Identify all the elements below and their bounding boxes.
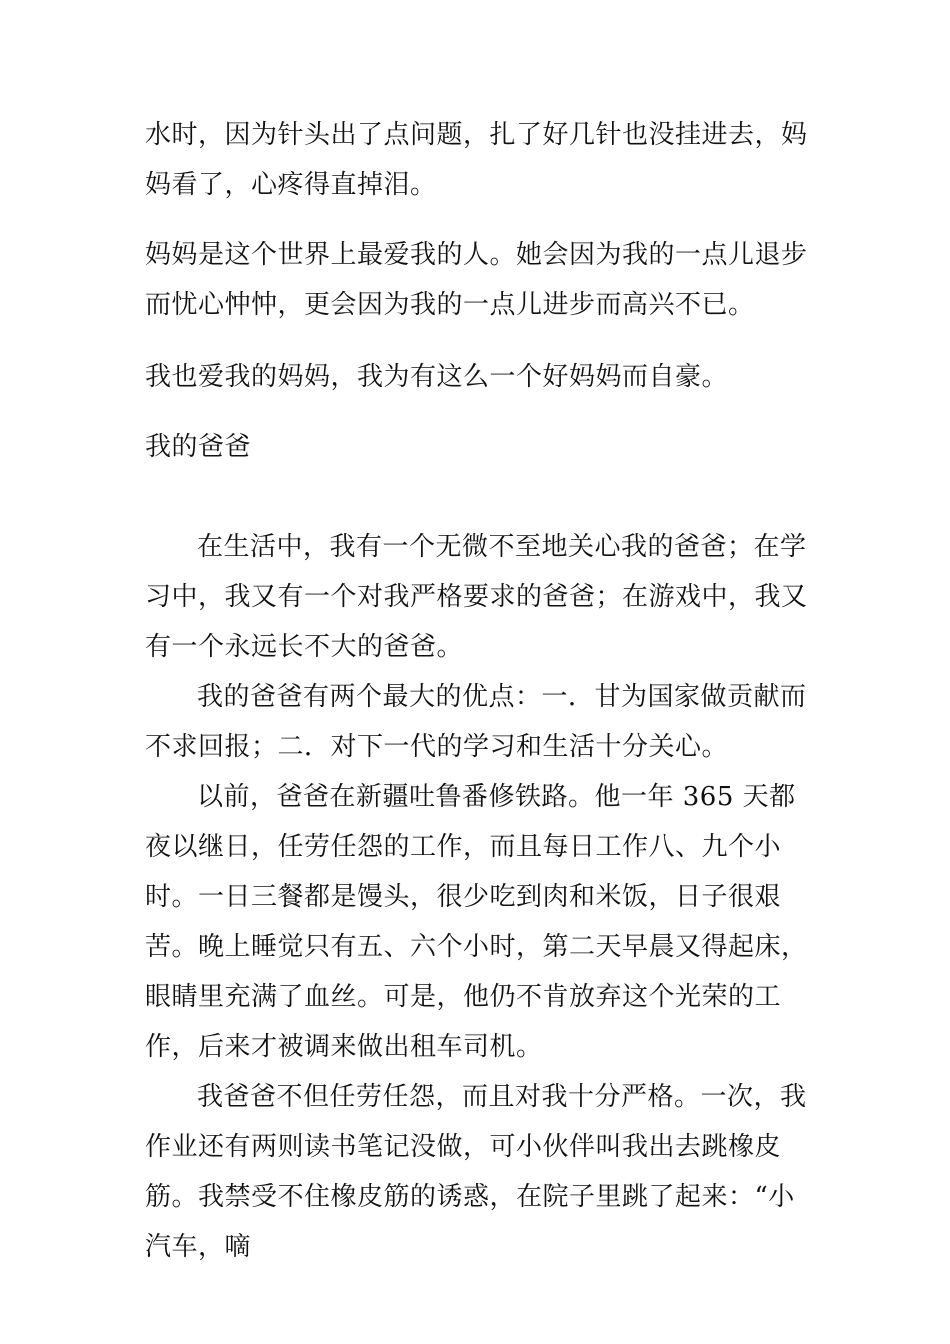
paragraph-i-love-mother: 我也爱我的妈妈，我为有这么一个好妈妈而自豪。 [145,362,729,392]
paragraph-mother-injection: 水时，因为针头出了点问题，扎了好几针也没挂进去，妈妈看了，心疼得直掉泪。 [145,120,808,200]
essay-title-my-father: 我的爸爸 [145,432,252,462]
paragraph-father-strict: 我爸爸不但任劳任怨，而且对我十分严格。一次，我作业还有两则读书笔记没做，可小伙伴叫我出去跳橡皮筋。我禁受不住橡皮筋的诱惑，在院子里跳了起来：“小汽车，嘀 [145,1082,807,1262]
paragraph-mother-loves-me: 妈妈是这个世界上最爱我的人。她会因为我的一点儿退步而忧心忡忡，更会因为我的一点儿进步而高兴不已。 [145,240,808,320]
paragraph-father-merits: 我的爸爸有两个最大的优点：一．甘为国家做贡献而不求回报；二．对下一代的学习和生活十分关心。 [145,682,807,762]
paragraph-father-intro: 在生活中，我有一个无微不至地关心我的爸爸；在学习中，我又有一个对我严格要求的爸爸；在游戏中，我又有一个永远长不大的爸爸。 [145,532,808,662]
paragraph-father-railway: 以前，爸爸在新疆吐鲁番修铁路。他一年 365 天都夜以继日，任劳任怨的工作，而且每日工作八、九个小时。一日三餐都是馒头，很少吃到肉和米饭，日子很艰苦。晚上睡觉只有五、六个小时，第二天早晨又得起床，眼睛里充满了血丝。可是，他仍不肯放弃这个光荣的工作，后来才被调来做出租车司机。 [145,782,808,1062]
